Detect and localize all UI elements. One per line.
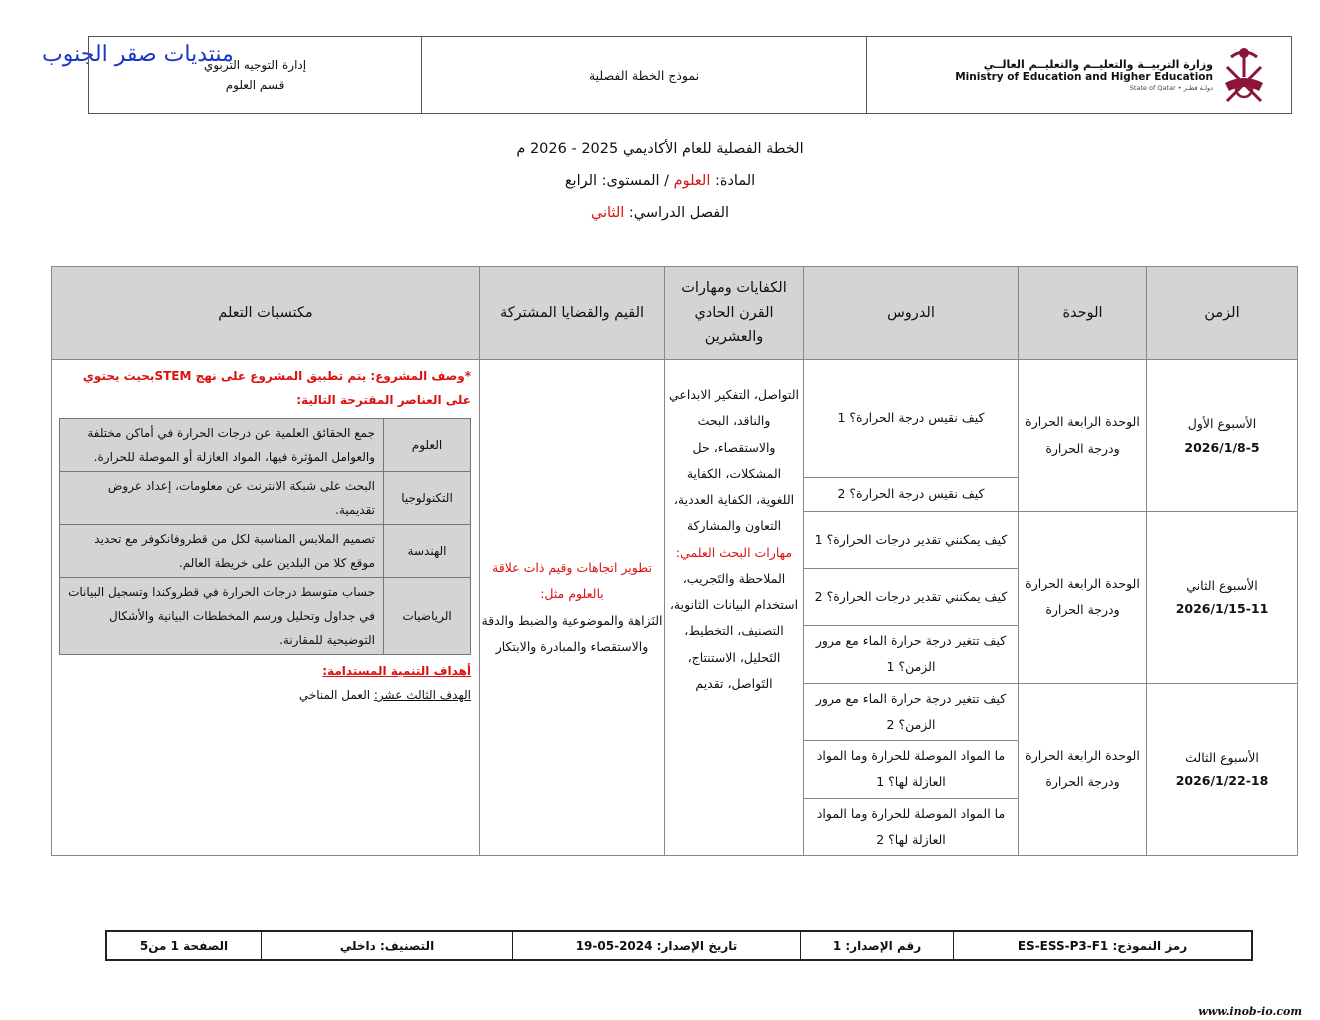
- stem-text: جمع الحقائق العلمية عن درجات الحرارة في أماكن مختلفة والعوامل المؤثرة فيها، المواد العازلة أو الموصلة للحرارة.: [60, 419, 384, 472]
- emblem-icon: [1219, 43, 1269, 107]
- values-heading: تطوير اتجاهات وقيم ذات علاقة بالعلوم مثل:: [492, 560, 652, 602]
- semester-plan-table: [51, 266, 1298, 856]
- sdg-heading: أهداف التنمية المستدامة:: [322, 664, 471, 678]
- values-cell: [480, 360, 665, 856]
- stem-table: [59, 418, 471, 655]
- site-url: www.inob-io.com: [1198, 1005, 1302, 1018]
- stem-label: الرياضيات: [384, 578, 471, 655]
- stem-row: [60, 472, 471, 525]
- stem-row: [60, 419, 471, 472]
- stem-row: [60, 578, 471, 655]
- week-cell: [1147, 683, 1298, 856]
- document-header: [88, 36, 1292, 114]
- subject-prefix: المادة:: [710, 173, 756, 189]
- col-values: القيم والقضايا المشتركة: [480, 267, 665, 360]
- section-name: قسم العلوم: [225, 78, 285, 92]
- watermark-text: منتديات صقر الجنوب: [42, 42, 234, 67]
- values-text: النَزاهة والموضوعية والضبط والدقة والاستقصاء والمبادرة والابتكار: [481, 612, 663, 654]
- col-learning: مكتسبات التعلم: [52, 267, 480, 360]
- lesson-cell: ما المواد الموصلة للحرارة وما المواد العازلة لها؟ 2: [804, 798, 1019, 856]
- table-row: [52, 360, 1298, 478]
- stem-text: البحث على شبكة الانترنت عن معلومات، إعداد عروض تقديمية.: [60, 472, 384, 525]
- subject-line: [0, 173, 1320, 189]
- week-date: 2026/1/22-18: [1175, 773, 1269, 789]
- ministry-text: [955, 58, 1213, 93]
- subject-value: العلوم: [673, 173, 711, 189]
- header-department: [89, 37, 422, 113]
- classification: التصنيف: داخلي: [262, 931, 513, 960]
- ministry-block: [867, 37, 1291, 113]
- week-name: الأسبوع الثالث: [1185, 749, 1259, 765]
- learning-cell: [52, 360, 480, 856]
- week-cell: [1147, 512, 1298, 684]
- col-time: الزمن: [1147, 267, 1298, 360]
- sdg-goal-text: العمل المناخي: [298, 688, 374, 702]
- form-title: نموذج الخطة الفصلية: [422, 37, 867, 113]
- footer-row: [106, 931, 1252, 960]
- version-number: رقم الإصدار: 1: [801, 931, 954, 960]
- ministry-arabic: وزارة التربيــة والتعليــم والتعليــم العالــي: [983, 57, 1213, 71]
- lesson-cell: كيف تتغير درجة حرارة الماء مع مرور الزمن؟ 2: [804, 683, 1019, 741]
- state-label: State of Qatar • دولـة قطـر: [1129, 84, 1213, 93]
- lesson-cell: ما المواد الموصلة للحرارة وما المواد العازلة لها؟ 1: [804, 741, 1019, 799]
- col-skills: الكفايات ومهارات القرن الحادي والعشرين: [665, 267, 804, 360]
- lesson-cell: كيف نقيس درجة الحرارة؟ 1: [804, 360, 1019, 478]
- department-name: إدارة التوجيه التربوي: [203, 58, 307, 72]
- document-footer: [105, 930, 1253, 961]
- skills-cell: [665, 360, 804, 856]
- level-text: / المستوى: الرابع: [564, 173, 674, 189]
- ministry-english: Ministry of Education and Higher Education: [955, 71, 1213, 84]
- week-cell: [1147, 360, 1298, 512]
- week-name: الأسبوع الأول: [1187, 415, 1257, 431]
- skills-text: التواصل، التفكير الابداعي والناقد، البحث والاستقصاء، حل المشكلات، الكفاية اللغوية، الكفاية العددية، التعاون والمشاركة: [669, 387, 799, 534]
- sdg-goal-label: الهدف الثالث عشر:: [373, 688, 471, 702]
- table-header-row: [52, 267, 1298, 360]
- unit-cell: الوحدة الرابعة الحرارة ودرجة الحرارة: [1019, 683, 1147, 856]
- stem-text: حساب متوسط درجات الحرارة في قطروكندا وتسجيل البيانات في جداول وتحليل ورسم المخططات البيانية والأشكال التوضيحية للمقارنة.: [60, 578, 384, 655]
- stem-label: العلوم: [384, 419, 471, 472]
- issue-date: تاريخ الإصدار: 2024-05-19: [513, 931, 801, 960]
- semester-prefix: الفصل الدراسي:: [624, 205, 730, 221]
- stem-label: الهندسة: [384, 525, 471, 578]
- sdg-goal: [60, 683, 471, 707]
- lesson-cell: كيف تتغير درجة حرارة الماء مع مرور الزمن؟ 1: [804, 626, 1019, 684]
- lesson-cell: كيف يمكنني تقدير درجات الحرارة؟ 1: [804, 512, 1019, 569]
- semester-value: الثاني: [590, 205, 625, 221]
- week-date: 2026/1/15-11: [1175, 601, 1269, 617]
- plan-title: الخطة الفصلية للعام الأكاديمي 2025 - 2026 م: [516, 141, 804, 157]
- research-skills-text: الملاحظة والتَجريب، استخدام البيانات الثانوية، التصنيف، التخطيط، التَحليل، الاستنتاج، التَواصل، تقديم: [669, 570, 799, 691]
- page-number: الصفحة 1 من5: [106, 931, 262, 960]
- col-unit: الوحدة: [1019, 267, 1147, 360]
- week-name: الأسبوع الثاني: [1186, 577, 1258, 593]
- week-date: 2026/1/8-5: [1184, 439, 1260, 455]
- lesson-cell: كيف يمكنني تقدير درجات الحرارة؟ 2: [804, 569, 1019, 626]
- stem-row: [60, 525, 471, 578]
- form-code: رمز النموذج: ES-ESS-P3-F1: [954, 931, 1253, 960]
- lesson-cell: كيف نقيس درجة الحرارة؟ 2: [804, 478, 1019, 512]
- stem-text: تصميم الملابس المناسبة لكل من قطروفانكوفر مع تحديد موقع كلا من البلدين على خريطة العالم.: [60, 525, 384, 578]
- semester-line: [0, 205, 1320, 221]
- unit-cell: الوحدة الرابعة الحرارة ودرجة الحرارة: [1019, 512, 1147, 684]
- unit-cell: الوحدة الرابعة الحرارة ودرجة الحرارة: [1019, 360, 1147, 512]
- stem-label: التكنولوجيا: [384, 472, 471, 525]
- research-skills-heading: مهارات البحث العلمي:: [675, 544, 793, 560]
- col-lessons: الدروس: [804, 267, 1019, 360]
- project-description: *وصف المشروع: يتم تطبيق المشروع على نهج STEMبحيث يحتوي على العناصر المقترحة التالية:: [82, 369, 471, 407]
